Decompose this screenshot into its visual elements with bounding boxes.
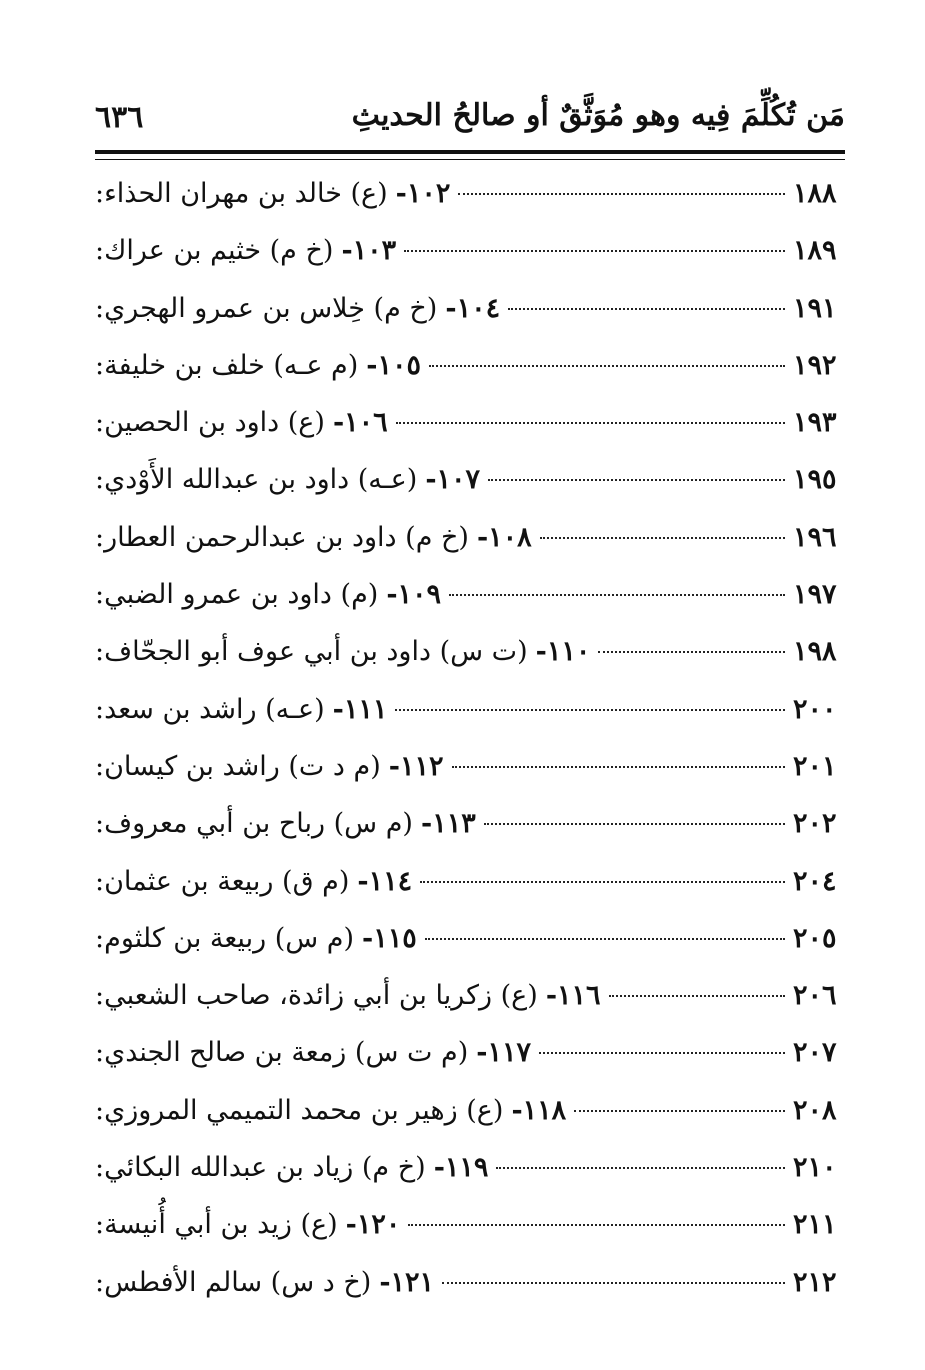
entry-page: ٢٠٦ [793,980,837,1012]
entry-text: (خ م) خثيم بن عراك: [95,235,334,267]
entry-text: (ع) خالد بن مهران الحذاء: [95,178,388,209]
toc-entry [95,980,845,1037]
entry-text: (م د ت) راشد بن كيسان: [95,750,381,782]
dot-leader [452,766,785,768]
entry-number: ١١٤- [357,865,413,897]
entry-text: (خ م) خِلاس بن عمرو الهجري: [95,292,438,324]
entry-number: ١٠٤- [445,292,501,324]
dot-leader [540,537,785,539]
entry-page: ٢٠٢ [793,808,837,840]
toc-entry [95,1095,845,1152]
entry-text: (م س) ربيعة بن كلثوم: [95,922,355,954]
entry-page: ١٩٦ [793,521,837,553]
entry-text: (خ م) زياد بن عبدالله البكائي: [95,1152,426,1184]
toc-entry [95,293,845,350]
entry-text: (خ د س) سالم الأفطس: [95,1266,372,1298]
entry-text: (خ م) داود بن عبدالرحمن العطار: [95,521,469,553]
entry-number: ١١١- [332,693,388,725]
entry-page: ٢٠٠ [793,693,837,725]
entry-text: (م ت س) زمعة بن صالح الجندي: [95,1037,469,1069]
entry-page: ١٨٨ [793,178,837,209]
entry-page: ١٩٣ [793,407,837,439]
toc-entry [95,522,845,579]
dot-leader [488,479,785,481]
entry-text: (ع) داود بن الحصين: [95,407,325,439]
entry-number: ١٠٨- [476,521,532,553]
toc-entry [95,923,845,980]
toc-entry [95,1152,845,1209]
entry-page: ١٩١ [793,292,837,324]
entry-number: ١٠٥- [366,349,421,381]
dot-leader [425,938,785,940]
dot-leader [508,308,785,310]
running-header [95,98,845,148]
entry-number: ١٢٠- [345,1209,401,1241]
dot-leader [395,709,785,711]
entry-page: ١٩٧ [793,579,837,611]
toc-entry [95,407,845,464]
dot-leader [484,823,785,825]
toc-entry [95,350,845,407]
entry-number: ١١٥- [362,922,417,954]
entry-number: ١٢١- [379,1266,435,1298]
dot-leader [396,422,785,424]
toc-entry [95,579,845,636]
entry-text: (م) داود بن عمرو الضبي: [95,579,379,611]
toc-entry [95,1209,845,1266]
entry-page: ٢٠٥ [793,922,837,954]
entry-number: ١١٩- [433,1152,489,1184]
entry-number: ١٠٢- [395,178,451,209]
toc-entry [95,178,845,235]
toc-entry [95,751,845,808]
table-of-contents [95,178,845,1324]
dot-leader [420,881,785,883]
toc-entry [95,866,845,923]
toc-entry [95,808,845,865]
entry-page: ٢١١ [793,1209,837,1241]
page-number: ٦٣٦ [95,100,144,135]
dot-leader [404,250,785,252]
dot-leader [574,1110,785,1112]
dot-leader [408,1224,785,1226]
dot-leader [458,193,785,195]
toc-entry [95,1267,845,1324]
page-title: مَن تُكُلِّمَ فِيه وهو مُوَثَّقٌ أو صالحُ الحديثِ [351,98,845,133]
entry-page: ٢٠٨ [793,1094,837,1126]
dot-leader [496,1167,785,1169]
dot-leader [442,1282,785,1284]
entry-page: ٢٠٤ [793,865,837,897]
entry-number: ١١٨- [511,1094,567,1126]
entry-number: ١٠٩- [386,579,442,611]
entry-page: ٢٠٧ [793,1037,837,1069]
toc-entry [95,1037,845,1094]
entry-text: (عـه) داود بن عبدالله الأَوْدي: [95,464,418,496]
entry-page: ١٨٩ [793,235,837,267]
entry-page: ١٩٨ [793,636,837,668]
entry-number: ١٠٦- [332,407,388,439]
entry-text: (ع) زهير بن محمد التميمي المروزي: [95,1094,504,1126]
entry-text: (عـه) راشد بن سعد: [95,693,325,725]
entry-number: ١١٣- [420,808,476,840]
entry-text: (م ق) ربيعة بن عثمان: [95,865,350,897]
entry-number: ١١٦- [545,980,601,1012]
dot-leader [449,594,785,596]
entry-number: ١٠٣- [341,235,397,267]
entry-number: ١٠٧- [425,464,481,496]
entry-page: ٢١٠ [793,1152,837,1184]
entry-text: (م س) رباح بن أبي معروف: [95,808,413,840]
entry-page: ٢٠١ [793,750,837,782]
entry-page: ٢١٢ [793,1266,837,1298]
entry-text: (ت س) داود بن أبي عوف أبو الجحّاف: [95,636,528,668]
entry-text: (ع) زكريا بن أبي زائدة، صاحب الشعبي: [95,980,538,1012]
dot-leader [609,995,785,997]
entry-number: ١١٢- [388,750,444,782]
header-rule-thin [95,159,845,160]
toc-entry [95,464,845,521]
entry-page: ١٩٢ [793,349,837,381]
entry-number: ١١٠- [535,636,591,668]
entry-number: ١١٧- [476,1037,531,1069]
dot-leader [429,365,785,367]
dot-leader [598,651,785,653]
header-rule-thick [95,150,845,154]
toc-entry [95,636,845,693]
dot-leader [539,1052,785,1054]
entry-page: ١٩٥ [793,464,837,496]
toc-entry [95,694,845,751]
toc-entry [95,235,845,292]
entry-text: (ع) زيد بن أبي أُنيسة: [95,1209,338,1241]
entry-text: (م عـه) خلف بن خليفة: [95,349,359,381]
